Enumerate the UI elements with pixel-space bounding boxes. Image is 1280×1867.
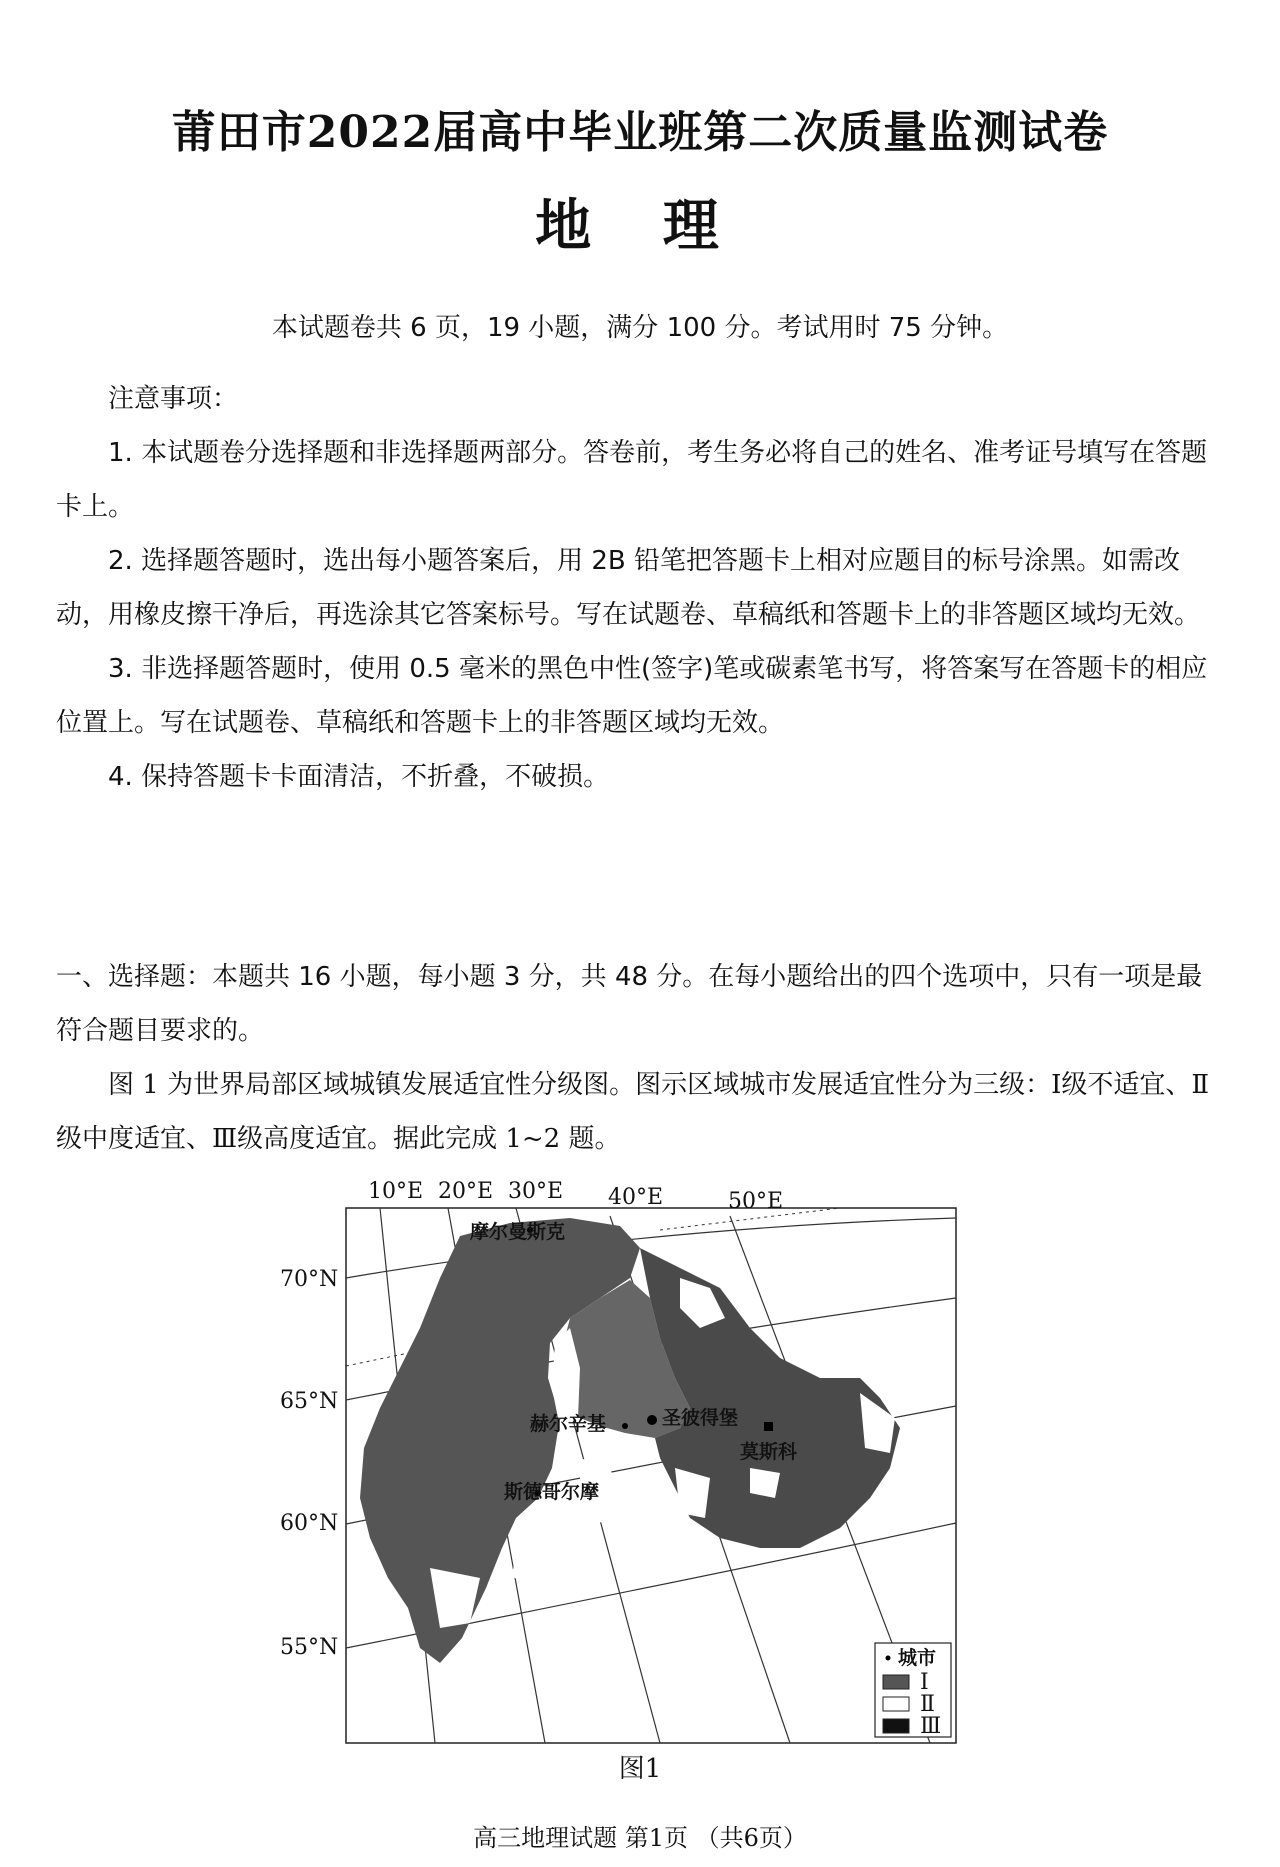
legend-city-label: 城市 <box>898 1647 937 1669</box>
lon-label: 10°E <box>368 1179 424 1204</box>
city-marker-moscow <box>764 1422 773 1431</box>
lon-label: 40°E <box>608 1185 664 1210</box>
city-label-helsinki: 赫尔辛基 <box>530 1413 607 1435</box>
lat-label: 65°N <box>280 1389 339 1414</box>
city-label-murmansk: 摩尔曼斯克 <box>470 1221 566 1243</box>
map-svg <box>280 1168 980 1768</box>
lat-label: 70°N <box>280 1267 339 1292</box>
city-label-moscow: 莫斯科 <box>740 1441 798 1463</box>
page-footer: 高三地理试题 第1页 （共6页） <box>473 1824 807 1852</box>
notes-heading: 注意事项： <box>108 384 239 414</box>
question-intro: 图 1 为世界局部区域城镇发展适宜性分级图。图示区域城市发展适宜性分为三级：Ⅰ级不适宜、Ⅱ级中度适宜、Ⅲ级高度适宜。据此完成 1~2 题。 <box>56 1070 1210 1154</box>
legend-swatch-level-ii <box>883 1697 909 1711</box>
land-scandinavia <box>360 1218 640 1663</box>
city-label-stockholm: 斯德哥尔摩 <box>504 1481 600 1503</box>
subject-title: 地 理 <box>535 193 745 259</box>
section-heading: 一、选择题：本题共 16 小题，每小题 3 分，共 48 分。在每小题给出的四个选项中，只有一项是最符合题目要求的。 <box>56 962 1203 1046</box>
exam-intro: 本试题卷共 6 页，19 小题，满分 100 分。考试用时 75 分钟。 <box>271 313 1009 343</box>
lat-label: 55°N <box>280 1635 339 1660</box>
legend-level-label: Ⅲ <box>920 1714 942 1739</box>
legend-swatch-level-i <box>883 1675 909 1689</box>
city-marker-st-petersburg <box>647 1415 657 1425</box>
note-item: 4. 保持答题卡卡面清洁，不折叠，不破损。 <box>108 762 610 792</box>
lon-label: 50°E <box>728 1189 784 1214</box>
map-legend <box>875 1643 951 1739</box>
city-marker-helsinki <box>622 1423 628 1429</box>
lon-label: 20°E <box>438 1179 494 1204</box>
notes-block <box>56 372 1216 804</box>
section-choice <box>56 950 1216 1166</box>
note-item: 2. 选择题答题时，选出每小题答案后，用 2B 铅笔把答题卡上相对应题目的标号涂黑。如需改动，用橡皮擦干净后，再选涂其它答案标号。写在试题卷、草稿纸和答题卡上的非答题区域均无效。 <box>56 546 1201 630</box>
legend-level-label: Ⅱ <box>920 1692 935 1717</box>
exam-title: 莆田市2022届高中毕业班第二次质量监测试卷 <box>171 107 1109 158</box>
note-item: 3. 非选择题答题时，使用 0.5 毫米的黑色中性(签字)笔或碳素笔书写，将答案写在答题卡的相应位置上。写在试题卷、草稿纸和答题卡上的非答题区域均无效。 <box>56 654 1208 738</box>
map-figure <box>280 1168 980 1768</box>
figure-caption: 图1 <box>618 1754 662 1784</box>
lat-label: 60°N <box>280 1511 339 1536</box>
city-label-st-petersburg: 圣彼得堡 <box>662 1407 739 1429</box>
lon-label: 30°E <box>508 1179 564 1204</box>
note-item: 1. 本试题卷分选择题和非选择题两部分。答卷前，考生务必将自己的姓名、准考证号填写在答题卡上。 <box>56 438 1208 522</box>
legend-level-label: Ⅰ <box>920 1670 929 1695</box>
legend-swatch-level-iii <box>883 1719 909 1733</box>
